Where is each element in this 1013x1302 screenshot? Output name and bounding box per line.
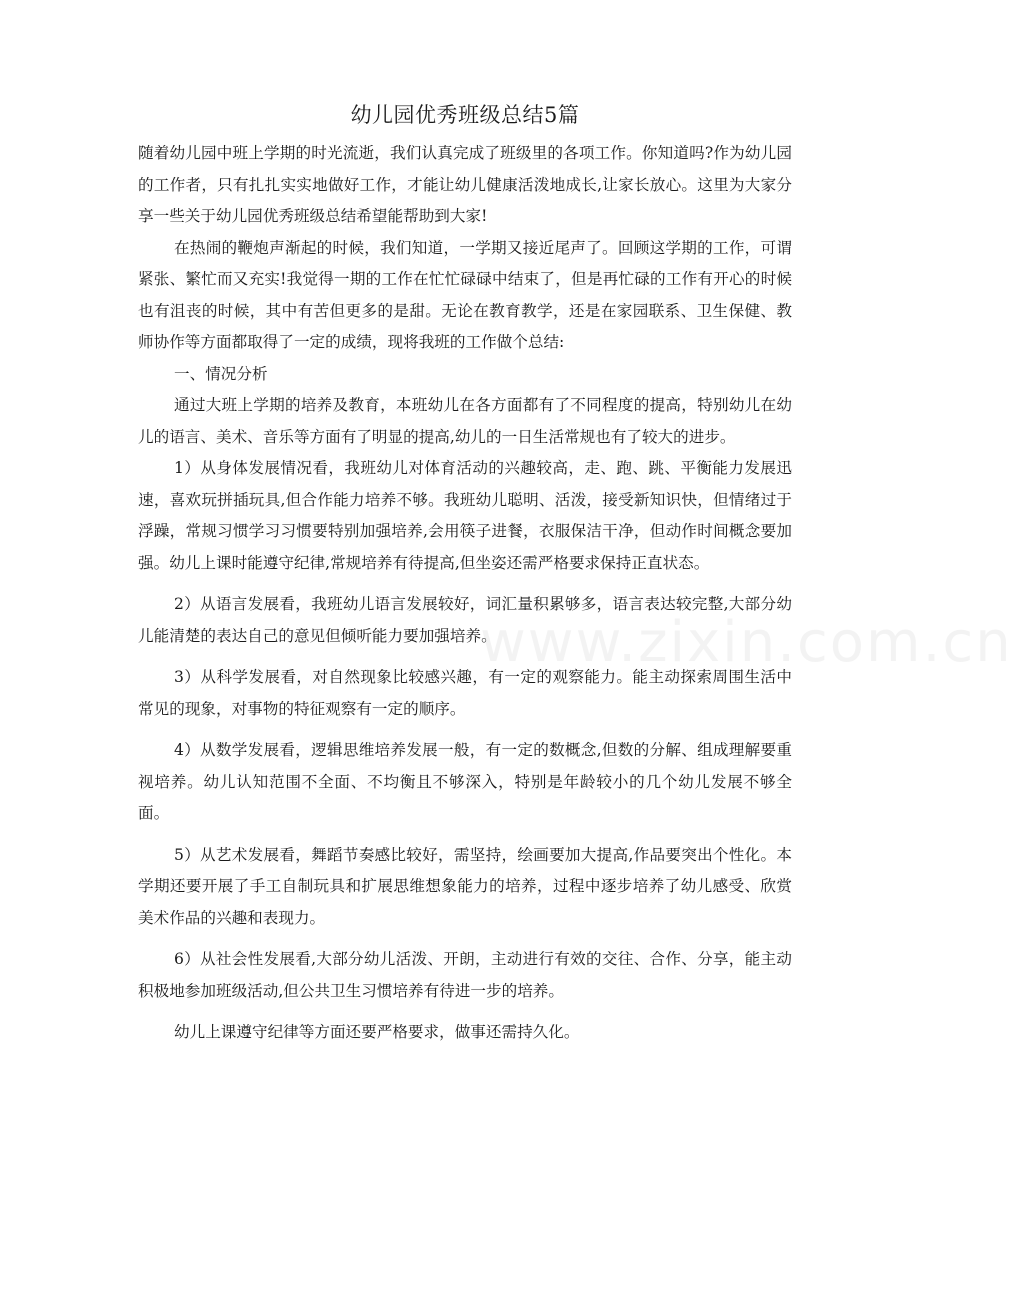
intro-paragraph: 随着幼儿园中班上学期的时光流逝，我们认真完成了班级里的各项工作。你知道吗?作为幼儿园的工作者，只有扎扎实实地做好工作，才能让幼儿健康活泼地成长,让家长放心。这里为大家分享一些关于幼儿园优秀班级总结希望能帮助到大家! [138, 144, 792, 225]
art-development-paragraph: 5）从艺术发展看，舞蹈节奏感比较好，需坚持，绘画要加大提高,作品要突出个性化。本学期还要开展了手工自制玩具和扩展思维想象能力的培养，过程中逐步培养了幼儿感受、欣赏美术作品的兴趣和表现力。 [138, 845, 792, 927]
section-heading: 一、情况分析 [174, 364, 268, 383]
math-development-paragraph: 4）从数学发展看，逻辑思维培养发展一般，有一定的数概念,但数的分解、组成理解要重视培养。幼儿认知范围不全面、不均衡且不够深入，特别是年龄较小的几个幼儿发展不够全面。 [138, 741, 792, 822]
closing-paragraph: 幼儿上课遵守纪律等方面还要严格要求，做事还需持久化。 [174, 1023, 580, 1041]
physical-development-paragraph: 1）从身体发展情况看，我班幼儿对体育活动的兴趣较高，走、跑、跳、平衡能力发展迅速，喜欢玩拼插玩具,但合作能力培养不够。我班幼儿聪明、活泼，接受新知识快，但情绪过于浮躁，常规习惯学习习惯要特别加强培养,会用筷子进餐，衣服保洁干净，但动作时间概念要加强。幼儿上课时能遵守纪律,常规培养有待提高,但坐姿还需严格要求保持正直状态。 [138, 459, 792, 572]
document-page [138, 100, 792, 1049]
language-development-paragraph: 2）从语言发展看，我班幼儿语言发展较好，词汇量积累够多，语言表达较完整,大部分幼儿能清楚的表达自己的意见但倾听能力要加强培养。 [138, 595, 792, 645]
watermark: www.zixin.com.cn [480, 610, 1013, 675]
social-development-paragraph: 6）从社会性发展看,大部分幼儿活泼、开朗，主动进行有效的交往、合作、分享，能主动积极地参加班级活动,但公共卫生习惯培养有待进一步的培养。 [138, 950, 792, 1000]
science-development-paragraph: 3）从科学发展看，对自然现象比较感兴趣，有一定的观察能力。能主动探索周围生活中常见的现象，对事物的特征观察有一定的顺序。 [138, 668, 792, 718]
document-title: 幼儿园优秀班级总结5篇 [350, 103, 580, 127]
analysis-paragraph: 通过大班上学期的培养及教育，本班幼儿在各方面都有了不同程度的提高，特别幼儿在幼儿的语言、美术、音乐等方面有了明显的提高,幼儿的一日生活常规也有了较大的进步。 [138, 396, 792, 446]
summary-paragraph: 在热闹的鞭炮声渐起的时候，我们知道，一学期又接近尾声了。回顾这学期的工作，可谓紧张、繁忙而又充实!我觉得一期的工作在忙忙碌碌中结束了，但是再忙碌的工作有开心的时候也有沮丧的时候，其中有苦但更多的是甜。无论在教育教学，还是在家园联系、卫生保健、教师协作等方面都取得了一定的成绩，现将我班的工作做个总结: [138, 238, 792, 351]
